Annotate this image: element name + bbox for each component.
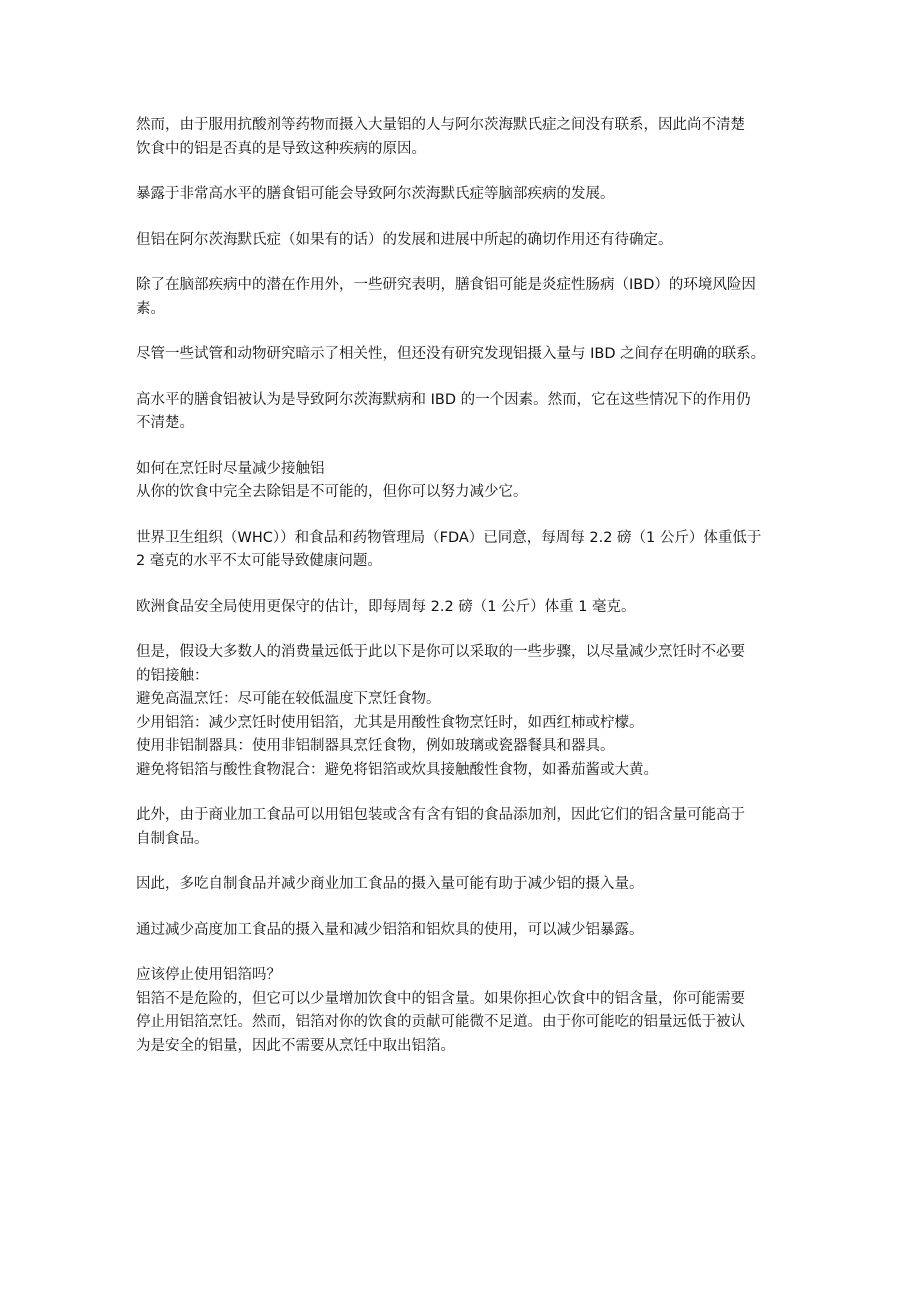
list-item: 避免将铝箔与酸性食物混合：避免将铝箔或炊具接触酸性食物，如番茄酱或大黄。 [136, 761, 658, 778]
text-line: 素。 [136, 300, 165, 317]
paragraph [136, 919, 788, 943]
text-line: 通过减少高度加工食品的摄入量和减少铝箔和铝炊具的使用，可以减少铝暴露。 [136, 921, 644, 938]
paragraph [136, 804, 788, 851]
paragraph [136, 274, 788, 321]
text-line: 铝箔不是危险的，但它可以少量增加饮食中的铝含量。如果你担心饮食中的铝含量，你可能需要 [136, 990, 745, 1007]
text-line: 停止用铝箔烹饪。然而，铝箔对你的饮食的贡献可能微不足道。由于你可能吃的铝量远低于被认 [136, 1014, 745, 1030]
text-line: 自制食品。 [136, 830, 209, 847]
paragraph [136, 229, 788, 253]
paragraph [136, 964, 788, 1058]
section-heading: 如何在烹饪时尽量减少接触铝 [136, 460, 325, 477]
paragraph [136, 458, 788, 505]
text-line: 欧洲食品安全局使用更保守的估计，即每周每 2.2 磅（1 公斤）体重 1 毫克。 [136, 598, 636, 615]
text-line: 然而，由于服用抗酸剂等药物而摄入大量铝的人与阿尔茨海默氏症之间没有联系，因此尚不清楚 [136, 117, 745, 133]
text-line: 从你的饮食中完全去除铝是不可能的，但你可以努力减少它。 [136, 484, 528, 500]
text-line: 但是，假设大多数人的消费量远低于此以下是你可以采取的一些步骤，以尽量减少烹饪时不必要 [136, 644, 745, 660]
list-item: 使用非铝制器具：使用非铝制器具烹饪食物，例如玻璃或瓷器餐具和器具。 [136, 738, 615, 754]
text-line: 2 毫克的水平不太可能导致健康问题。 [136, 553, 382, 569]
paragraph [136, 596, 788, 620]
text-line: 的铝接触： [136, 667, 209, 684]
text-line: 饮食中的铝是否真的是导致这种疾病的原因。 [136, 140, 426, 157]
paragraph [136, 873, 788, 897]
list-item: 少用铝箔：减少烹饪时使用铝箔，尤其是用酸性食物烹饪时，如西红柿或柠檬。 [136, 714, 644, 731]
list-item: 避免高温烹饪：尽可能在较低温度下烹饪食物。 [136, 691, 441, 707]
section-heading: 应该停止使用铝箔吗？ [136, 967, 281, 983]
text-line: 为是安全的铝量，因此不需要从烹饪中取出铝箔。 [136, 1037, 455, 1054]
text-line: 但铝在阿尔茨海默氏症（如果有的话）的发展和进展中所起的确切作用还有待确定。 [136, 231, 673, 248]
paragraph [136, 114, 788, 161]
document-body [136, 114, 788, 1080]
text-line: 暴露于非常高水平的膳食铝可能会导致阿尔茨海默氏症等脑部疾病的发展。 [136, 186, 615, 202]
paragraph [136, 527, 788, 574]
paragraph [136, 183, 788, 207]
text-line: 高水平的膳食铝被认为是导致阿尔茨海默病和 IBD 的一个因素。然而，它在这些情况下的作用仍 [136, 391, 751, 408]
text-line: 除了在脑部疾病中的潜在作用外，一些研究表明，膳食铝可能是炎症性肠病（IBD）的环境风险因 [136, 277, 756, 293]
text-line: 此外，由于商业加工食品可以用铝包装或含有含有铝的食品添加剂，因此它们的铝含量可能高于 [136, 807, 745, 823]
text-line: 不清楚。 [136, 415, 194, 431]
text-line: 世界卫生组织（WHC））和食品和药物管理局（FDA）已同意，每周每 2.2 磅（1 公斤）体重低于 [136, 529, 762, 546]
paragraph [136, 641, 788, 782]
text-line: 尽管一些试管和动物研究暗示了相关性，但还没有研究发现铝摄入量与 IBD 之间存在明确的联系。 [136, 346, 766, 362]
text-line: 因此，多吃自制食品并减少商业加工食品的摄入量可能有助于减少铝的摄入量。 [136, 876, 644, 892]
paragraph [136, 389, 788, 436]
paragraph [136, 343, 788, 367]
